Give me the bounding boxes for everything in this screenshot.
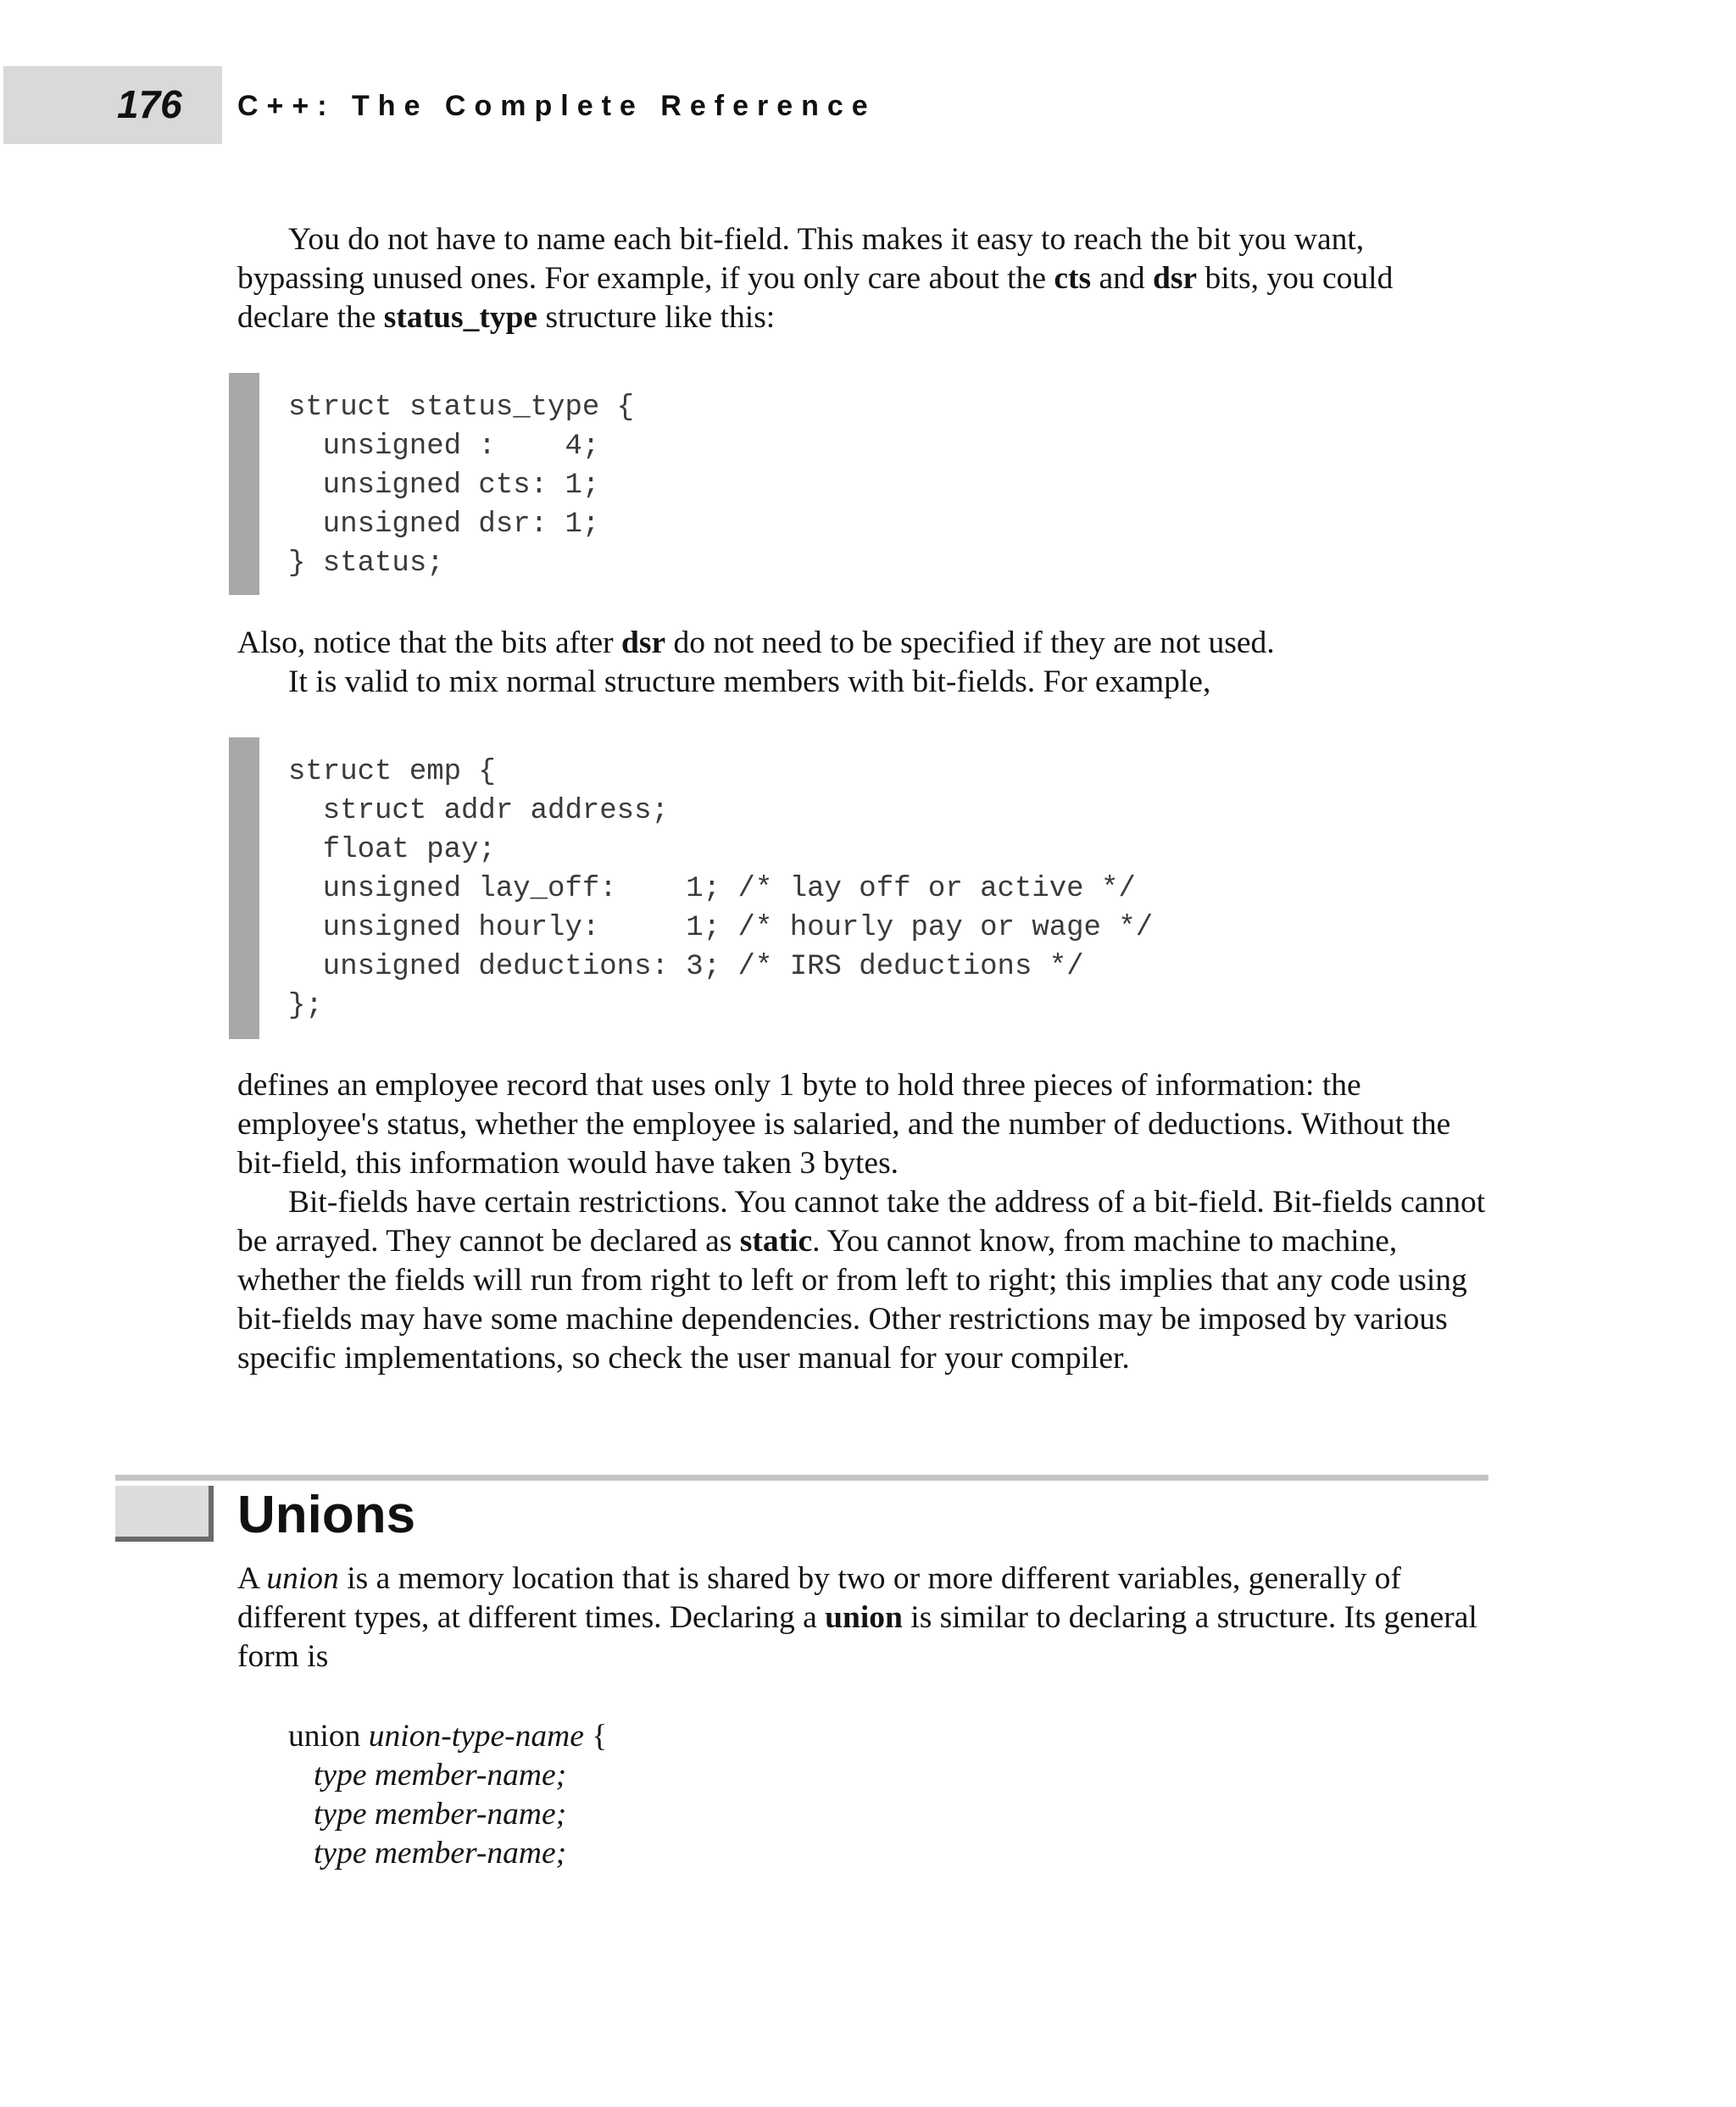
code-block-bar [229, 373, 259, 595]
page-number: 176 [117, 82, 182, 126]
term-union: union [266, 1561, 339, 1596]
union-member-line: type member-name; [314, 1836, 567, 1871]
keyword-dsr: dsr [621, 625, 666, 660]
union-keyword: union [288, 1719, 369, 1754]
keyword-static: static [739, 1224, 813, 1259]
section-marker-box [115, 1486, 214, 1542]
section-rule [115, 1475, 1488, 1481]
running-title: C++: The Complete Reference [237, 90, 876, 122]
paragraph-bitfield-naming [237, 220, 1492, 337]
page-number-box [3, 66, 222, 144]
keyword-union: union [825, 1600, 903, 1635]
text: is similar to declaring a structure. Its general form is [237, 1600, 1477, 1674]
union-member-line: type member-name; [314, 1797, 567, 1832]
code-block-status-type: struct status_type { unsigned : 4; unsigned cts: 1; unsigned dsr: 1; } status; [288, 392, 635, 580]
union-syntax-line [288, 1717, 607, 1756]
text: . You cannot know, from machine to machine, whether the fields will run from right to left or from left to right; this implies that any code using bit-fields may have some machine dependencies. Other restrictions may be imposed by various specific implementations, so check the user manual for your compiler. [237, 1224, 1467, 1376]
text: bits, you could declare the [237, 261, 1394, 335]
paragraph-mix-members: It is valid to mix normal structure members with bit-fields. For example, [288, 664, 1211, 699]
text: Also, notice that the bits after [237, 625, 622, 660]
section-title-unions: Unions [237, 1486, 416, 1544]
text: A [237, 1561, 267, 1596]
union-general-form [288, 1717, 607, 1873]
keyword-cts: cts [1054, 261, 1092, 296]
text: is a memory location that is shared by two or more different variables, generally of different types, at different times. Declaring a [237, 1561, 1401, 1635]
union-type-name: union-type-name [368, 1719, 584, 1754]
paragraph-union-definition [237, 1559, 1492, 1676]
text: Bit-fields have certain restrictions. You cannot take the address of a bit-field. Bit-fields cannot be arrayed. They cannot be declared as [237, 1185, 1486, 1259]
open-brace: { [583, 1719, 608, 1754]
union-member-line: type member-name; [314, 1758, 567, 1793]
text: structure like this: [537, 300, 776, 335]
keyword-status-type: status_type [383, 300, 538, 335]
keyword-dsr: dsr [1152, 261, 1198, 296]
text: do not need to be specified if they are not used. [665, 625, 1275, 660]
text: and [1091, 261, 1153, 296]
code-block-emp: struct emp { struct addr address; float pay; unsigned lay_off: 1; /* lay off or active */ unsigned hourly: 1; /* hourly pay or wage */ unsigned deductions: 3; /* IRS deductions */ }; [288, 756, 1154, 1022]
code-block-bar [229, 737, 259, 1039]
paragraph-bitfield-restrictions [237, 1183, 1492, 1378]
paragraph-employee-record: defines an employee record that uses only 1 byte to hold three pieces of information: the employee's status, whether the employee is salaried, and the number of deductions. Without the bit-field, this information would have taken 3 bytes. [237, 1068, 1451, 1181]
paragraph-bits-after-dsr [237, 624, 1492, 663]
text: You do not have to name each bit-field. This makes it easy to reach the bit you want, bypassing unused ones. For example, if you only care about the [237, 222, 1365, 296]
